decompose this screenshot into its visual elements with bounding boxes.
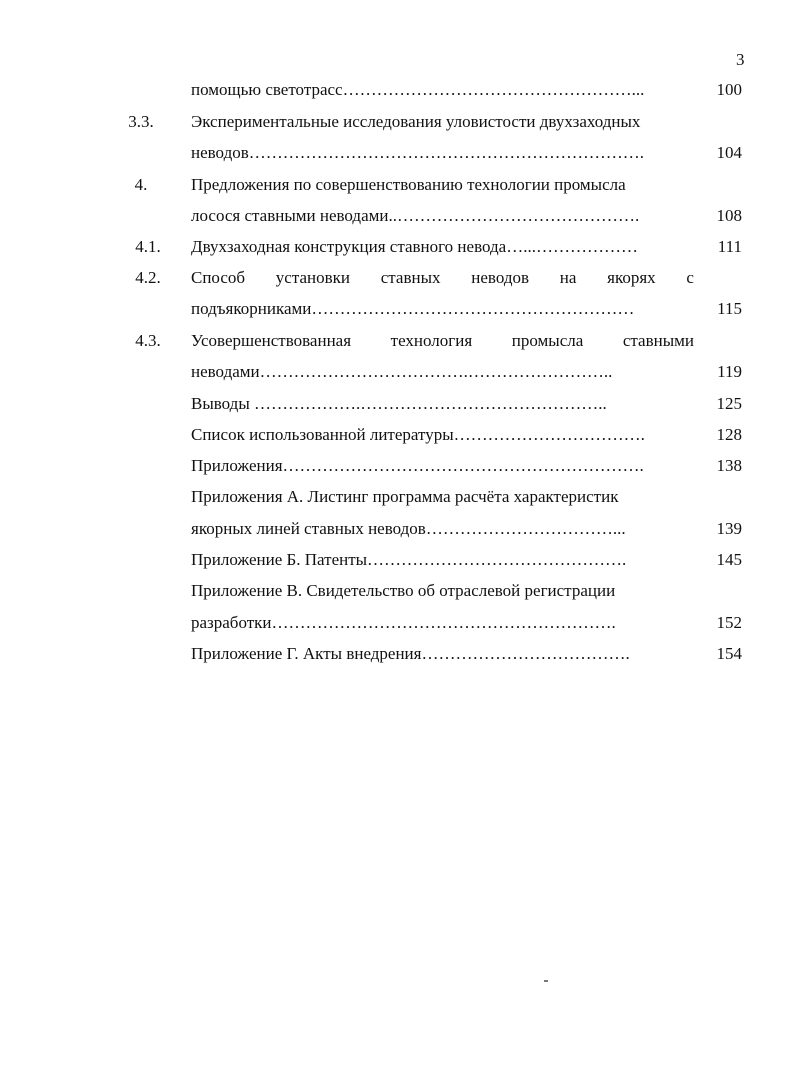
toc-entry — [0, 392, 792, 416]
toc-entry-text: Приложения А. Листинг программа расчёта характеристик — [191, 487, 619, 506]
toc-entry-text: Список использованной литературы……………………………. — [191, 425, 645, 444]
toc-entry-text: Приложение Г. Акты внедрения………………………………. — [191, 644, 630, 663]
toc-entry — [0, 642, 792, 666]
toc-entry — [0, 423, 792, 447]
toc-entry-number: 4.2. — [135, 268, 161, 287]
toc-entry-text: Приложение Б. Патенты………………………………………. — [191, 550, 627, 569]
toc-entry — [0, 611, 792, 635]
toc-entry — [0, 485, 792, 509]
toc-entry — [0, 110, 792, 134]
toc-entry-text: Выводы ……………….…………………………………….. — [191, 394, 607, 413]
toc-entry-page: 108 — [716, 206, 742, 225]
toc-entry — [0, 173, 792, 197]
toc-entry-page: 154 — [716, 644, 742, 663]
toc-entry — [0, 579, 792, 603]
toc-entry-page: 125 — [716, 394, 742, 413]
toc-entry — [0, 329, 792, 353]
toc-entry-text: Двухзаходная конструкция ставного невода…...……………… — [191, 237, 638, 256]
toc-entry — [0, 204, 792, 228]
toc-word: установки — [275, 268, 351, 287]
toc-entry-page: 111 — [717, 237, 742, 256]
toc-entry — [0, 235, 792, 259]
toc-entry-number: 4.3. — [135, 331, 161, 350]
toc-entry — [0, 141, 792, 165]
toc-word: ставными — [622, 331, 694, 350]
toc-entry-page: 100 — [716, 80, 742, 99]
toc-word: на — [559, 268, 577, 287]
toc-entry — [0, 548, 792, 572]
toc-entry-number: 4.1. — [135, 237, 161, 256]
toc-word: якорях — [607, 268, 656, 287]
toc-entry-number: 4. — [134, 175, 148, 194]
toc-word: Усовершенствованная — [191, 331, 352, 350]
toc-word: промысла — [511, 331, 584, 350]
toc-entry-text: помощью светотрасс……………………………………………... — [191, 80, 645, 99]
toc-entry-page: 152 — [716, 613, 742, 632]
toc-entry-text: лосося ставными неводами..……………………………………. — [191, 206, 640, 225]
scan-artifact — [544, 980, 548, 982]
toc-entry-page: 139 — [716, 519, 742, 538]
toc-entry-page: 104 — [716, 143, 742, 162]
toc-entry-text: неводами……………………………….…………………….. — [191, 362, 613, 381]
toc-entry — [0, 78, 792, 102]
toc-entry-text — [191, 266, 694, 290]
toc-entry-text: Экспериментальные исследования уловистости двухзаходных — [191, 112, 641, 131]
toc-entry — [0, 517, 792, 541]
toc-entry-text: Предложения по совершенствованию технологии промысла — [191, 175, 626, 194]
toc-entry-text: якорных линей ставных неводов……………………………... — [191, 519, 626, 538]
toc-entry-page: 128 — [716, 425, 742, 444]
toc-entry — [0, 297, 792, 321]
toc-entry — [0, 360, 792, 384]
toc-word: Способ — [191, 268, 246, 287]
toc-entry-text: Приложение В. Свидетельство об отраслевой регистрации — [191, 581, 616, 600]
toc-entry-page: 138 — [716, 456, 742, 475]
toc-entry-text: разработки……………………………………………………. — [191, 613, 616, 632]
toc-entry-page: 115 — [717, 299, 742, 318]
toc-word: ставных — [380, 268, 441, 287]
page-number: 3 — [736, 50, 745, 69]
toc-entry-text — [191, 329, 694, 353]
toc-entry — [0, 266, 792, 290]
toc-word: технология — [390, 331, 473, 350]
toc-word: неводов — [471, 268, 530, 287]
toc-entry-page: 145 — [716, 550, 742, 569]
toc-entry-text: неводов……………………………………………………………. — [191, 143, 644, 162]
toc-entry-text: подъякорниками………………………………………………… — [191, 299, 635, 318]
toc-entry-number: 3.3. — [128, 112, 154, 131]
toc-entry — [0, 454, 792, 478]
toc-word: с — [686, 268, 694, 287]
toc-entry-page: 119 — [717, 362, 742, 381]
toc-entry-text: Приложения………………………………………………………. — [191, 456, 644, 475]
